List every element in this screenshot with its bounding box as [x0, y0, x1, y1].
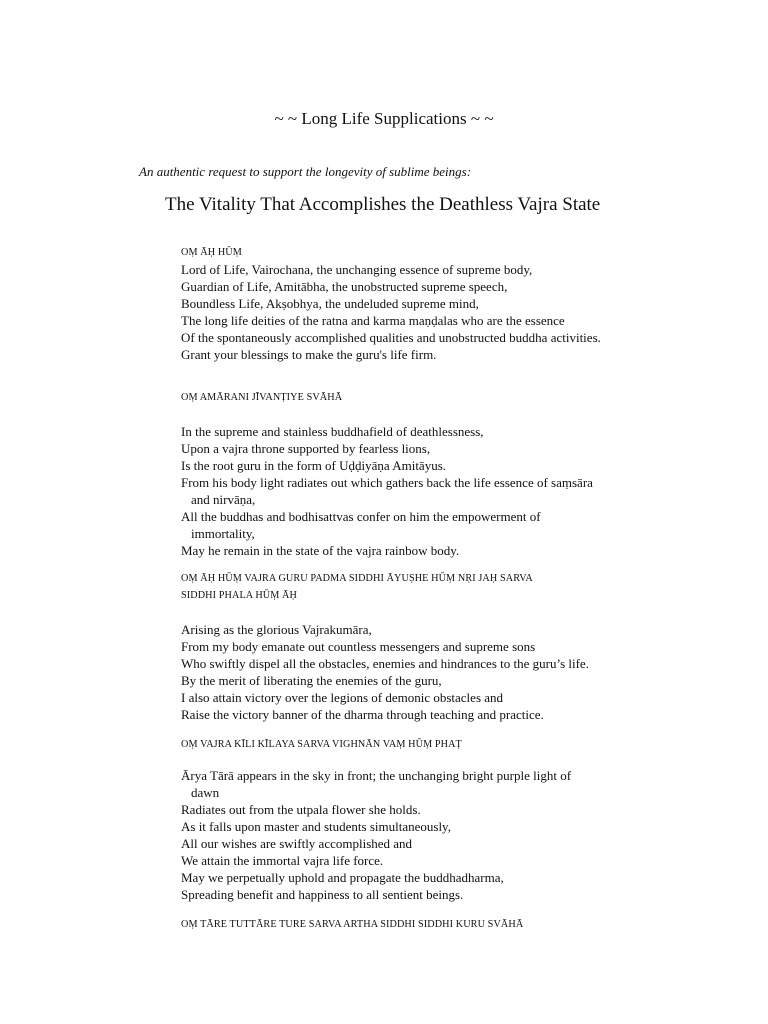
mantra-block-4: [181, 736, 601, 753]
verse-line: I also attain victory over the legions of demonic obstacles and: [181, 690, 504, 705]
verse-line: In the supreme and stainless buddhafield of deathlessness,: [181, 424, 484, 439]
verse-line: Radiates out from the utpala flower she holds.: [181, 802, 421, 817]
verse-line: Boundless Life, Akṣobhya, the undeluded supreme mind,: [181, 296, 479, 311]
verse-line: Grant your blessings to make the guru's life firm.: [181, 347, 437, 362]
verse-line: Arising as the glorious Vajrakumāra,: [181, 622, 372, 637]
verse-line: Upon a vajra throne supported by fearless lions,: [181, 441, 431, 456]
verse-line: From my body emanate out countless messengers and supreme sons: [181, 639, 536, 654]
mantra-block-3: [181, 570, 601, 604]
verse-line: Spreading benefit and happiness to all sentient beings.: [181, 887, 464, 902]
verse-line: Of the spontaneously accomplished qualities and unobstructed buddha activities.: [181, 330, 601, 345]
verse-line: Who swiftly dispel all the obstacles, enemies and hindrances to the guru’s life.: [181, 656, 589, 671]
document-title: ~ ~ Long Life Supplications ~ ~: [274, 109, 494, 128]
verse-line: Lord of Life, Vairochana, the unchanging essence of supreme body,: [181, 262, 533, 277]
mantra-block-2: [181, 389, 601, 406]
intro-text: An authentic request to support the longevity of sublime beings:: [139, 164, 472, 179]
verse-block-2: [181, 423, 601, 559]
verse-line: All our wishes are swiftly accomplished and: [181, 836, 413, 851]
mantra-2: OṂ AMĀRANI JĪVANṬIYE SVĀHĀ: [181, 392, 343, 403]
verse-line: May he remain in the state of the vajra rainbow body.: [181, 543, 460, 558]
verse-line: All the buddhas and bodhisattvas confer on him the empowerment of immortality,: [181, 509, 541, 541]
verse-line: Ārya Tārā appears in the sky in front; the unchanging bright purple light of dawn: [181, 768, 572, 800]
mantra-block-5: [181, 916, 601, 933]
verse-line: As it falls upon master and students simultaneously,: [181, 819, 451, 834]
verse-block-3: [181, 621, 601, 723]
verse-line: Raise the victory banner of the dharma through teaching and practice.: [181, 707, 544, 722]
verse-line: The long life deities of the ratna and karma maṇḍalas who are the essence: [181, 313, 565, 328]
verse-line: We attain the immortal vajra life force.: [181, 853, 384, 868]
verse-block-1: [181, 244, 601, 363]
mantra-5: OṂ TĀRE TUTTĀRE TURE SARVA ARTHA SIDDHI SIDDHI KURU SVĀHĀ: [181, 919, 524, 930]
section-title: The Vitality That Accomplishes the Deathless Vajra State: [165, 194, 601, 215]
mantra-1: OṂ ĀḤ HŪṂ: [181, 247, 242, 258]
verse-line: By the merit of liberating the enemies of the guru,: [181, 673, 442, 688]
mantra-4: OṂ VAJRA KĪLI KĪLAYA SARVA VIGHNĀN VAṂ HŪṂ PHAṬ: [181, 739, 462, 750]
verse-line: From his body light radiates out which gathers back the life essence of saṃsāra and nirvāṇa,: [181, 475, 593, 507]
verse-line: Is the root guru in the form of Uḍḍiyāṇa Amitāyus.: [181, 458, 447, 473]
mantra-3-line-1: OṂ ĀḤ HŪṂ VAJRA GURU PADMA SIDDHI ĀYUṢHE HŪṂ NṚI JAḤ SARVA: [181, 573, 533, 584]
mantra-3-line-2: SIDDHI PHALA HŪṂ ĀḤ: [181, 590, 297, 601]
verse-line: May we perpetually uphold and propagate the buddhadharma,: [181, 870, 504, 885]
verse-line: Guardian of Life, Amitābha, the unobstructed supreme speech,: [181, 279, 508, 294]
verse-block-4: [181, 767, 601, 903]
